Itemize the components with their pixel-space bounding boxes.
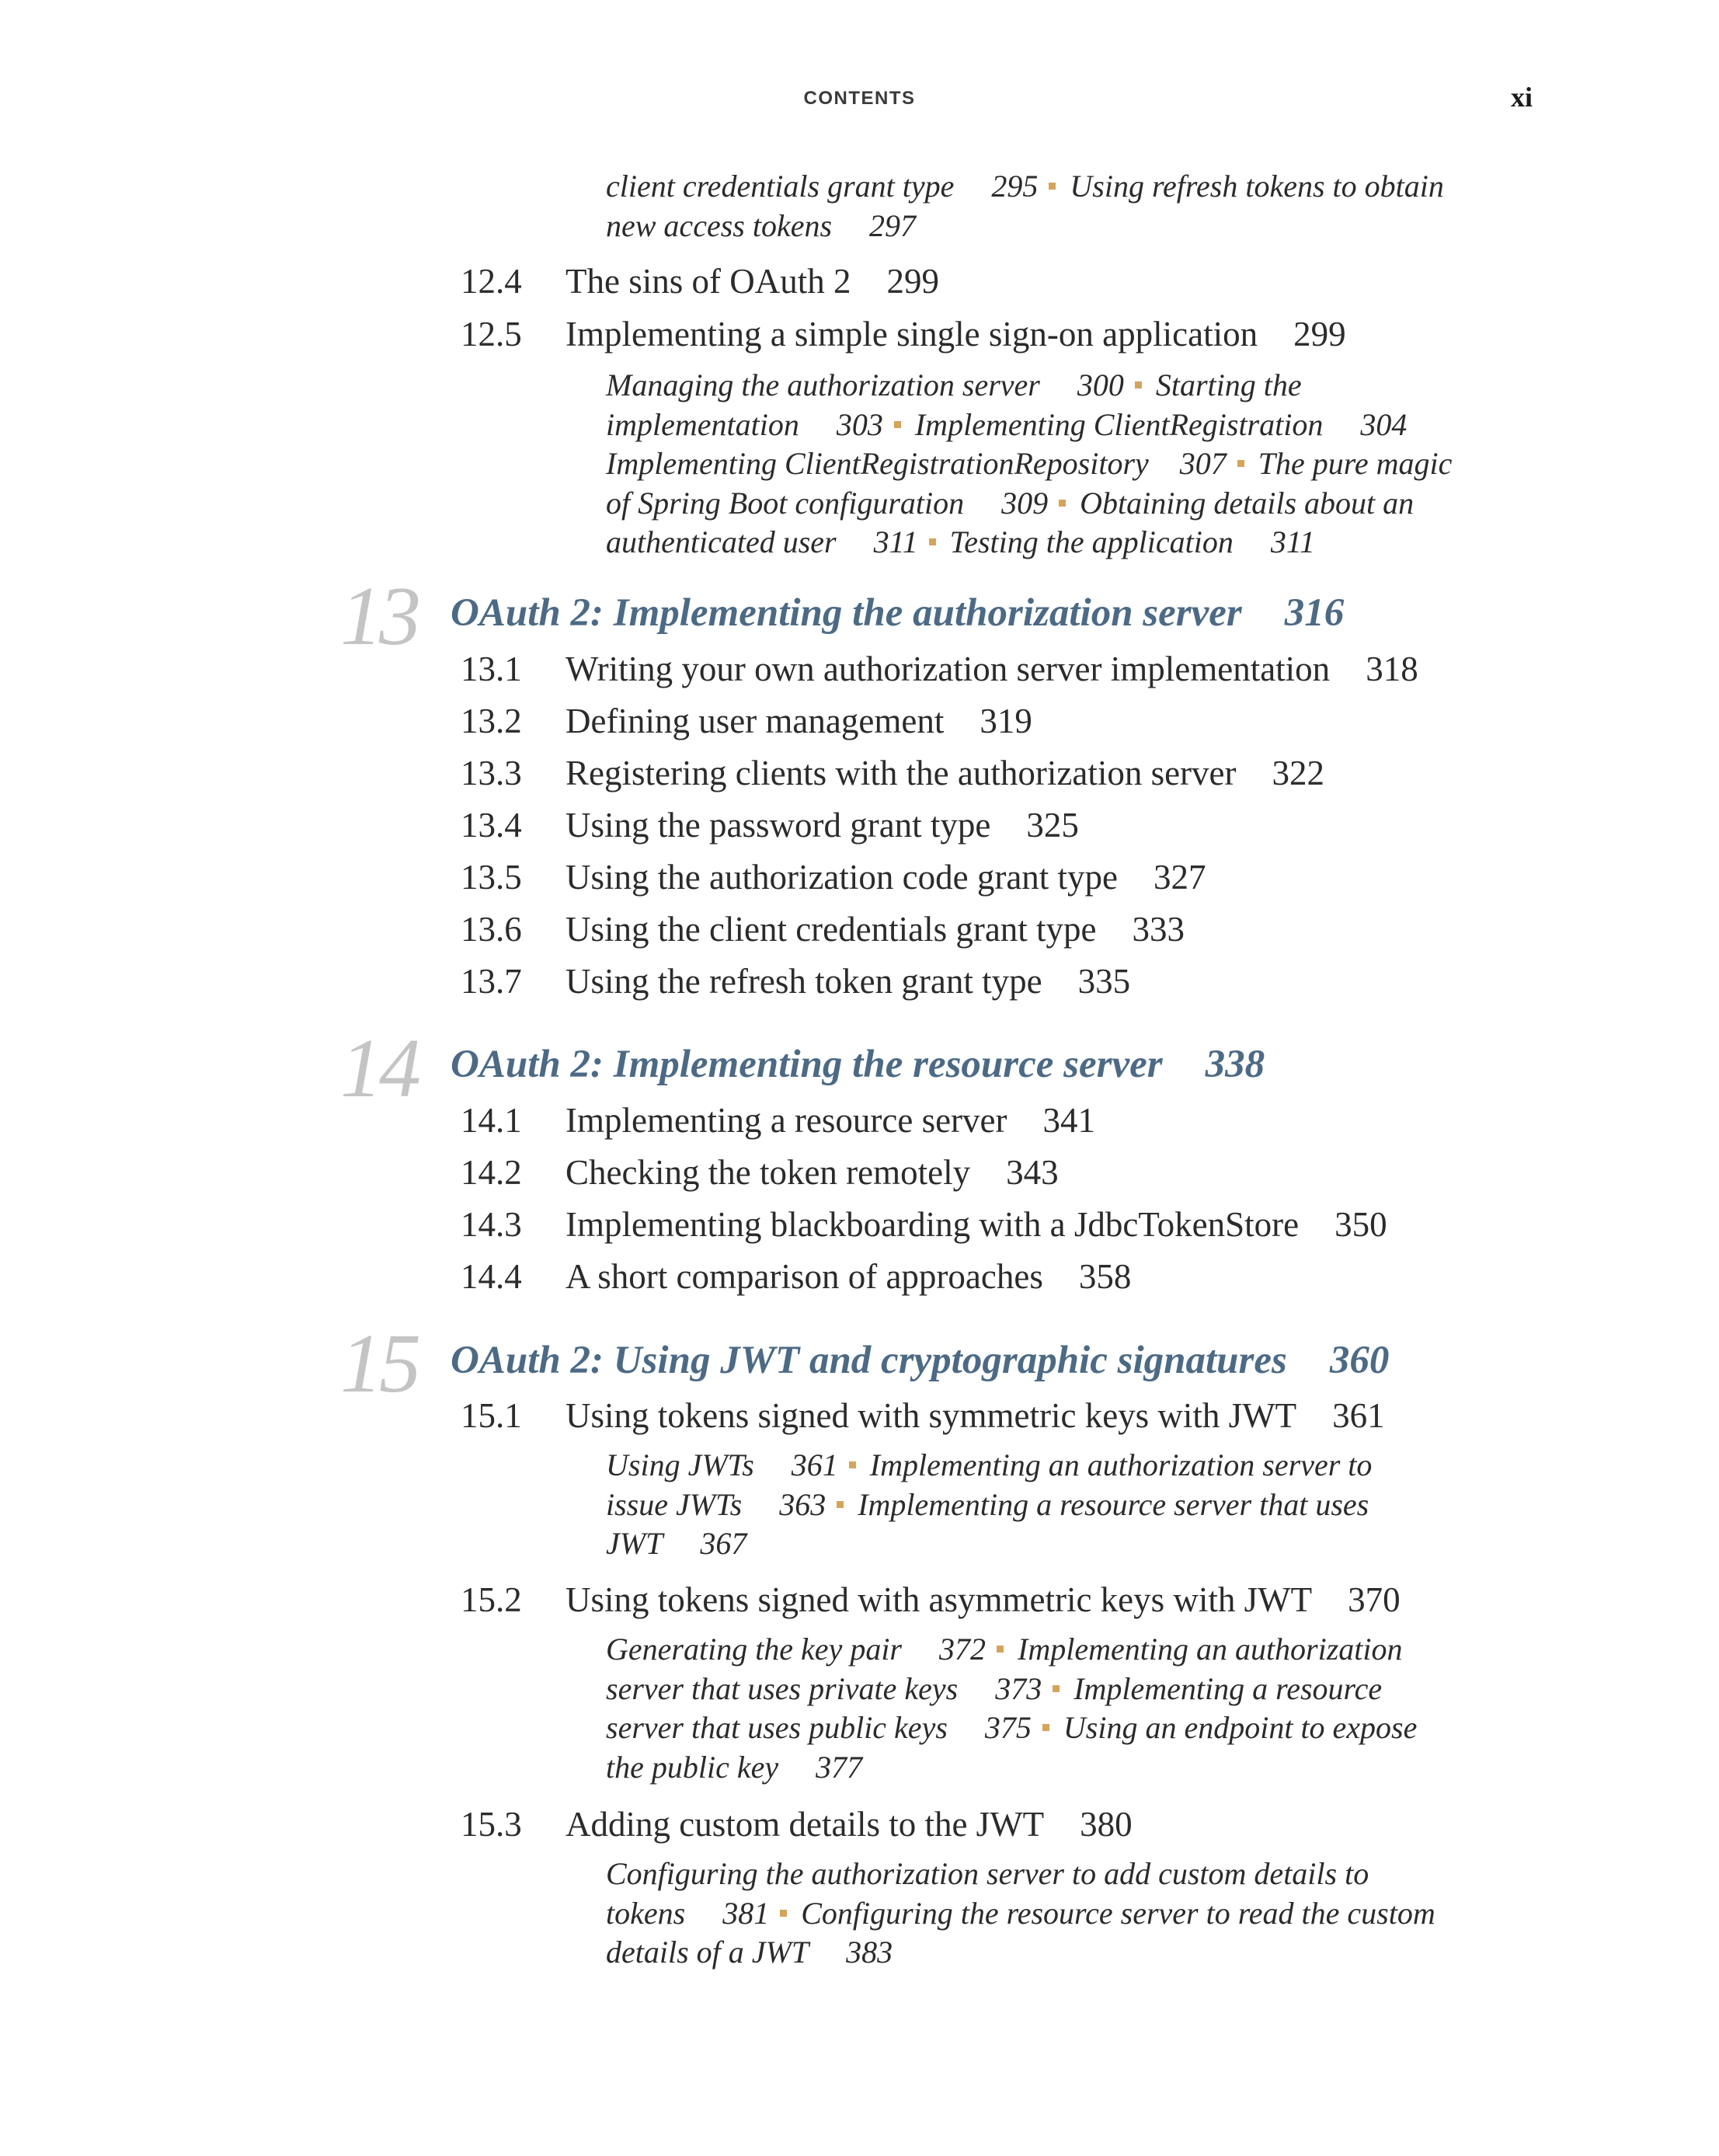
- chapter-number-14: 14: [340, 1022, 418, 1115]
- page-number: xi: [1511, 82, 1533, 113]
- toc-section-15-2[interactable]: 15.2 Using tokens signed with asymmetric keys with JWT 370: [461, 1580, 1401, 1619]
- bullet-icon: [1135, 381, 1142, 388]
- toc-section-14-4[interactable]: 14.4 A short comparison of approaches 358: [461, 1257, 1132, 1296]
- bullet-icon: [1042, 1724, 1049, 1731]
- subsections-12-5: Managing the authorization server 300 Starting the implementation 303 Implementing ClientRegistration 304 Implementing ClientRegistrationRepository 307 The pure magic of Spring Boot configuration 309 Obtaining details about an authenticated user 311 Testing the application 311: [606, 367, 1453, 559]
- toc-section-13-5[interactable]: 13.5 Using the authorization code grant type 327: [461, 858, 1206, 897]
- toc-section-13-7[interactable]: 13.7 Using the refresh token grant type 335: [461, 962, 1131, 1001]
- toc-section-13-2[interactable]: 13.2 Defining user management 319: [461, 702, 1032, 740]
- toc-section-13-4[interactable]: 13.4 Using the password grant type 325: [461, 806, 1079, 845]
- subsections-15-3: Configuring the authorization server to add custom details to tokens 381 Configuring the resource server to read the custom details of a JWT 383: [606, 1856, 1435, 1970]
- subsections-15-2: Generating the key pair 372 Implementing an authorization server that uses private keys 373 Implementing a resource server that uses public keys 375 Using an endpoint to expose the public key 377: [606, 1632, 1418, 1785]
- toc-section-14-3[interactable]: 14.3 Implementing blackboarding with a JdbcTokenStore 350: [461, 1205, 1387, 1244]
- bullet-icon: [1059, 500, 1066, 507]
- toc-section-13-1[interactable]: 13.1 Writing your own authorization server implementation 318: [461, 650, 1418, 688]
- toc-section-12-4[interactable]: 12.4 The sins of OAuth 2 299: [461, 262, 939, 301]
- carryover-subsections: client credentials grant type 295 Using refresh tokens to obtain new access tokens 297: [606, 169, 1444, 243]
- toc-section-14-2[interactable]: 14.2 Checking the token remotely 343: [461, 1153, 1059, 1192]
- bullet-icon: [1049, 183, 1056, 190]
- bullet-icon: [1053, 1685, 1060, 1692]
- running-head: CONTENTS: [803, 88, 916, 109]
- bullet-icon: [1237, 460, 1244, 467]
- toc-section-13-3[interactable]: 13.3 Registering clients with the authorization server 322: [461, 754, 1325, 792]
- bullet-icon: [894, 421, 901, 428]
- bullet-icon: [780, 1910, 787, 1917]
- toc-section-12-5[interactable]: 12.5 Implementing a simple single sign-on application 299: [461, 315, 1346, 354]
- subsections-15-1: Using JWTs 361 Implementing an authorization server to issue JWTs 363 Implementing a resource server that uses JWT 367: [606, 1447, 1373, 1561]
- chapter-number-13: 13: [340, 570, 418, 663]
- bullet-icon: [997, 1646, 1004, 1653]
- chapter-title-15[interactable]: OAuth 2: Using JWT and cryptographic signatures 360: [451, 1339, 1390, 1382]
- chapter-number-15: 15: [340, 1318, 418, 1410]
- toc-section-15-1[interactable]: 15.1 Using tokens signed with symmetric keys with JWT 361: [461, 1396, 1385, 1435]
- toc-section-13-6[interactable]: 13.6 Using the client credentials grant type 333: [461, 910, 1185, 949]
- bullet-icon: [849, 1461, 856, 1468]
- chapter-title-13[interactable]: OAuth 2: Implementing the authorization server 316: [451, 591, 1345, 635]
- toc-section-15-3[interactable]: 15.3 Adding custom details to the JWT 380: [461, 1805, 1133, 1844]
- bullet-icon: [929, 538, 936, 545]
- bullet-icon: [837, 1501, 844, 1508]
- chapter-title-14[interactable]: OAuth 2: Implementing the resource server 338: [451, 1043, 1265, 1086]
- toc-section-14-1[interactable]: 14.1 Implementing a resource server 341: [461, 1101, 1095, 1140]
